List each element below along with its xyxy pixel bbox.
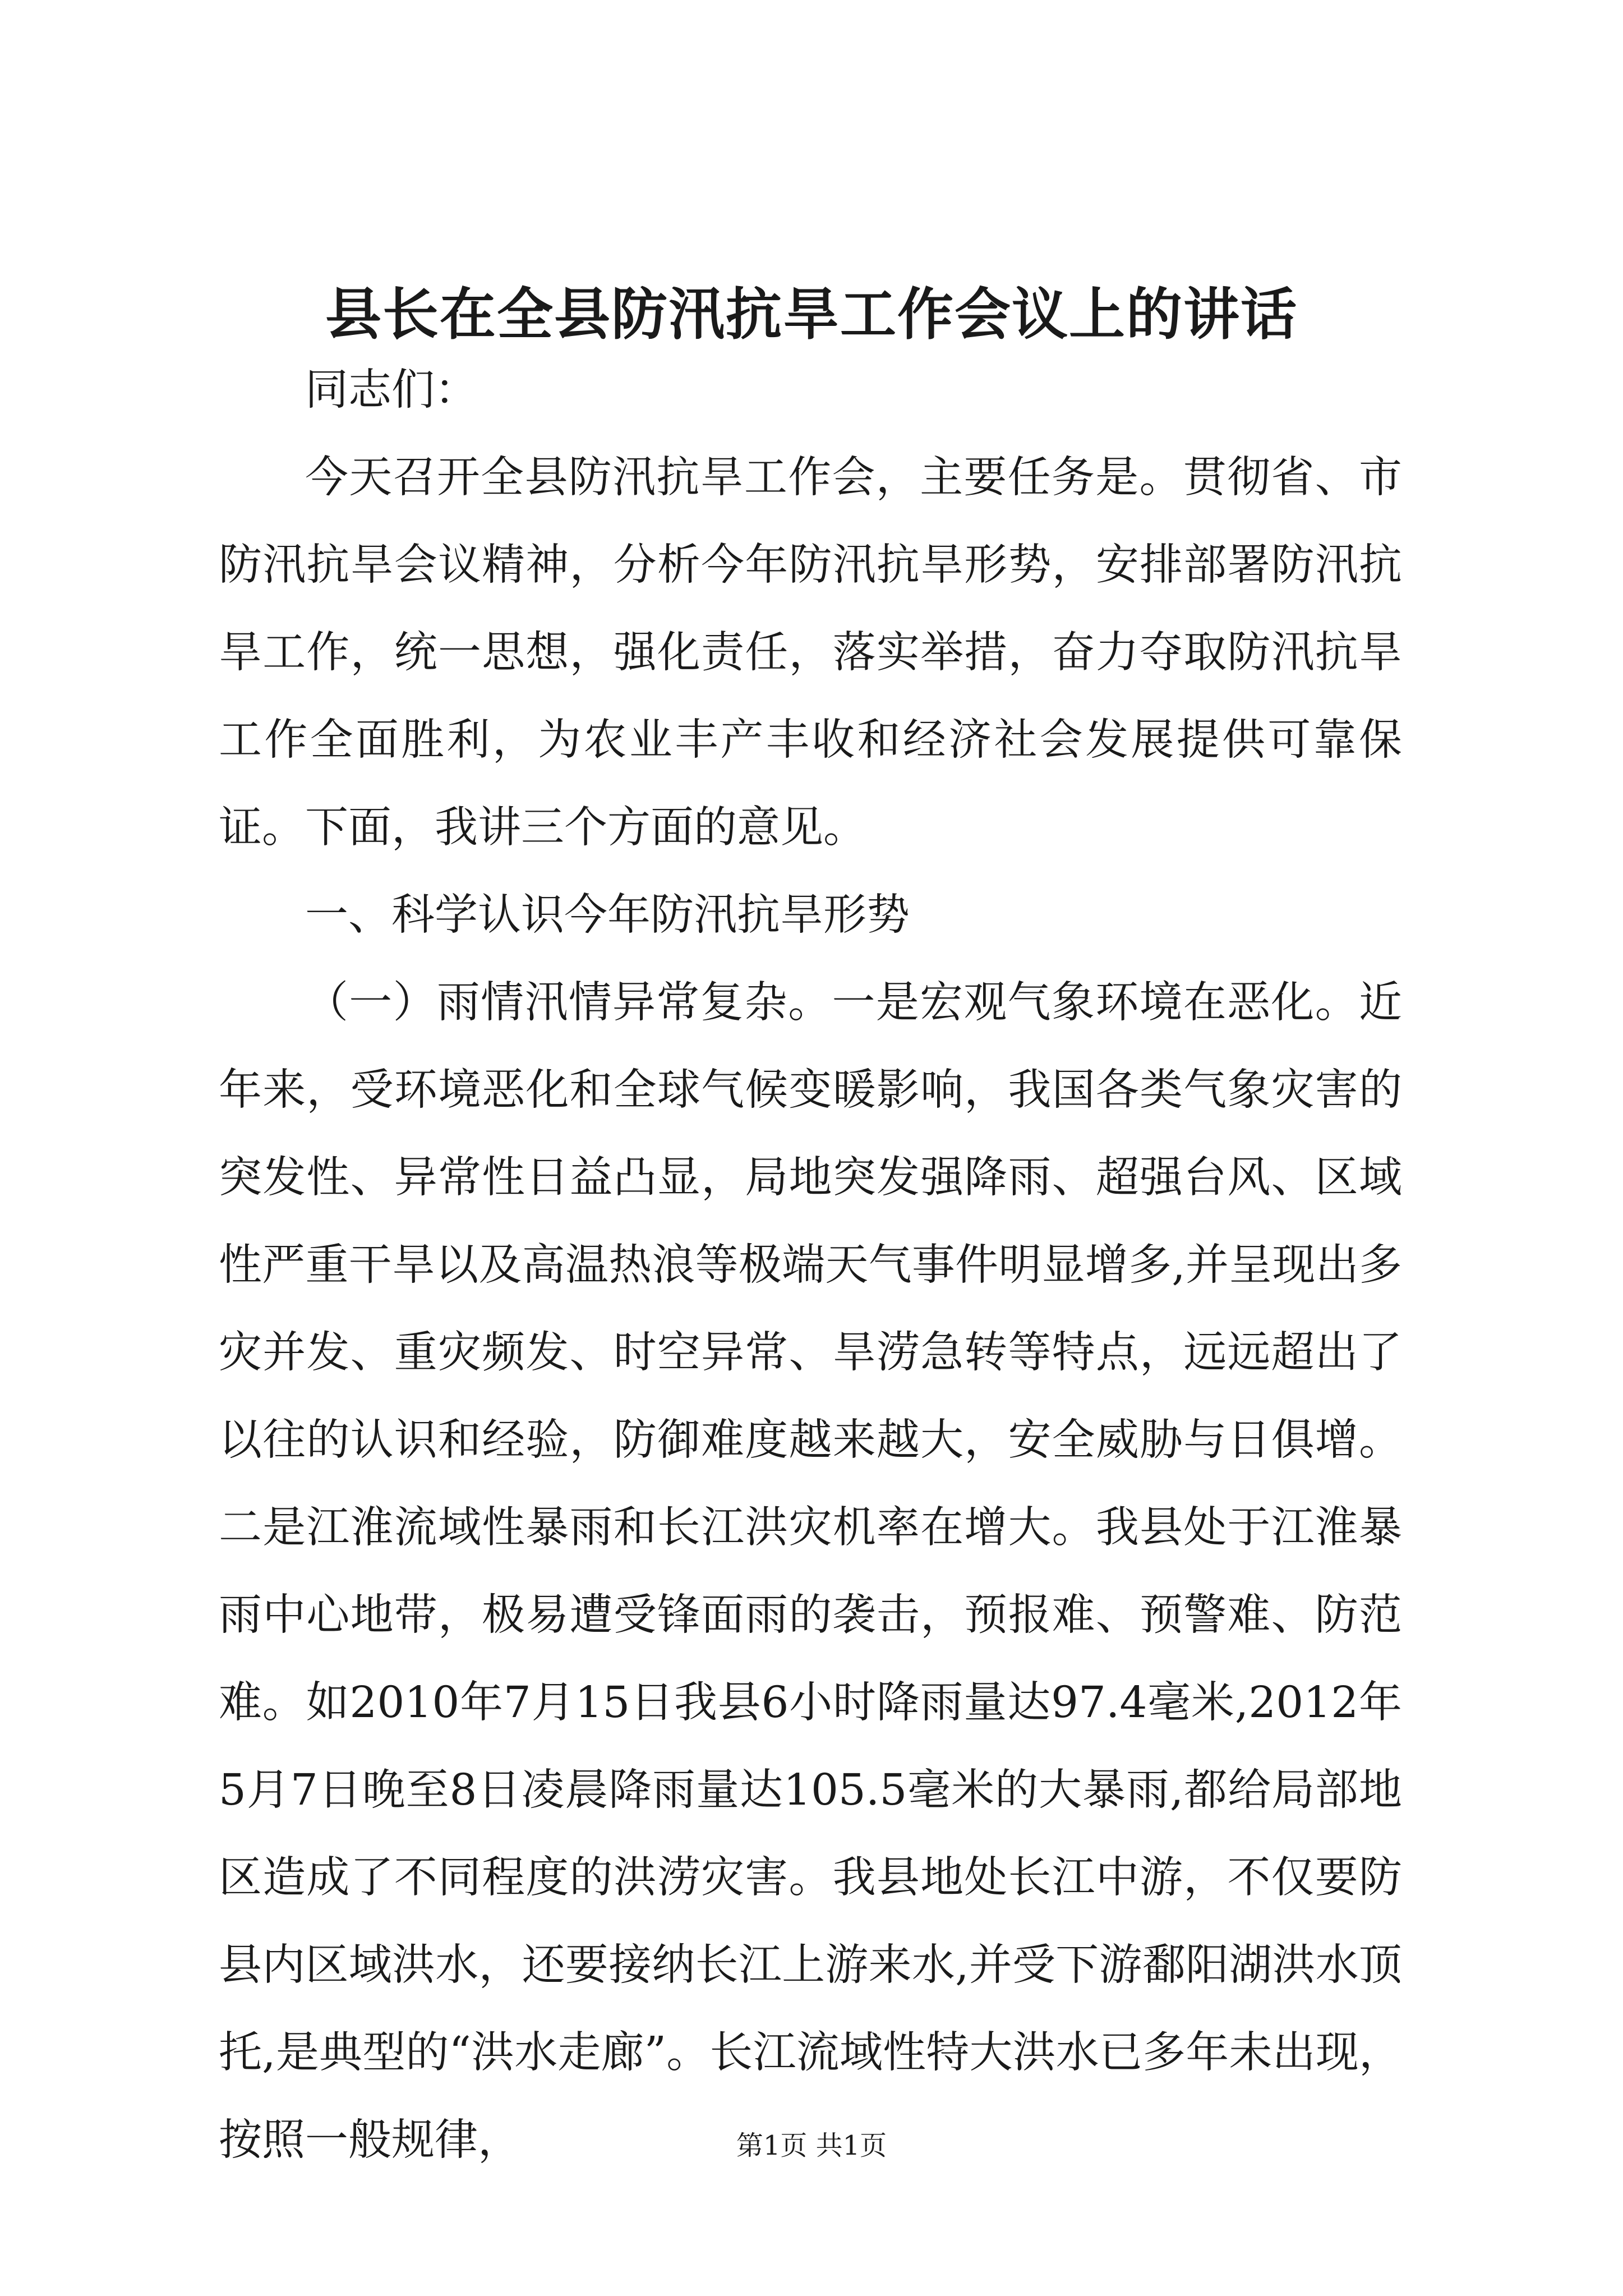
paragraph-rain-situation: （一）雨情汛情异常复杂。一是宏观气象环境在恶化。近年来，受环境恶化和全球气候变暖影响，我国各类气象灾害的突发性、异常性日益凸显，局地突发强降雨、超强台风、区域性严重干旱以及高温热浪等极端天气事件明显增多,并呈现出多灾并发、重灾频发、时空异常、旱涝急转等特点，远远超出了以往的认识和经验，防御难度越来越大，安全威胁与日俱增。二是江淮流域性暴雨和长江洪灾机率在增大。我县处于江淮暴雨中心地带，极易遭受锋面雨的袭击，预报难、预警难、防范难。如2010年7月15日我县6小时降雨量达97.4毫米,2012年5月7日晚至8日凌晨降雨量达105.5毫米的大暴雨,都给局部地区造成了不同程度的洪涝灾害。我县地处长江中游，不仅要防县内区域洪水，还要接纳长江上游来水,并受下游鄱阳湖洪水顶托,是典型的“洪水走廊”。长江流域性特大洪水已多年未出现，按照一般规律， (219, 978, 1402, 2165)
section-heading-1: 一、科学认识今年防汛抗旱形势 (305, 890, 910, 940)
document-title: 县长在全县防汛抗旱工作会议上的讲话 (325, 281, 1298, 347)
document-body (219, 347, 1402, 2184)
greeting: 同志们： (305, 365, 478, 415)
paragraph-intro: 今天召开全县防汛抗旱工作会，主要任务是。贯彻省、市防汛抗旱会议精神，分析今年防汛抗旱形势，安排部署防汛抗旱工作，统一思想，强化责任，落实举措，奋力夺取防汛抗旱工作全面胜利，为农业丰产丰收和经济社会发展提供可靠保证。下面，我讲三个方面的意见。 (219, 453, 1402, 853)
page-footer: 第1页 共1页 (736, 2130, 887, 2161)
